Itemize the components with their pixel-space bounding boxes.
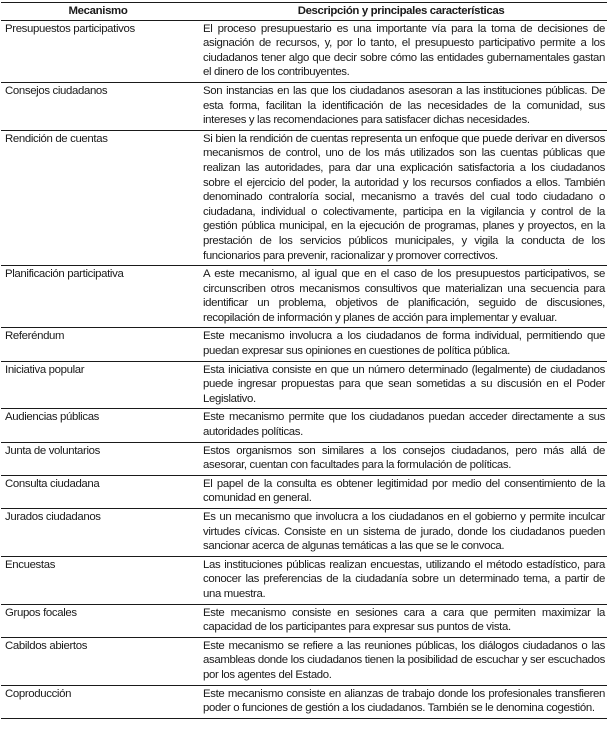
mechanism-cell: Junta de voluntarios bbox=[1, 442, 195, 475]
description-cell: Las instituciones públicas realizan encuestas, utilizando el método estadístico, para conocer las preferencias de la ciudadanía sobre un determinado tema, a partir de una muestra. bbox=[195, 556, 607, 604]
description-cell: Esta iniciativa consiste en que un número determinado (legalmente) de ciudadanos puede ingresar propuestas para que sean sometidas a su discusión en el Poder Legislativo. bbox=[195, 361, 607, 409]
mechanism-cell: Iniciativa popular bbox=[1, 361, 195, 409]
table-row bbox=[1, 409, 607, 442]
description-cell: Son instancias en las que los ciudadanos asesoran a las instituciones públicas. De esta forma, facilitan la identificación de las necesidades de la comunidad, sus intereses y las recomendaciones para satisfacer dichas necesidades. bbox=[195, 82, 607, 130]
table-row bbox=[1, 361, 607, 409]
table-row bbox=[1, 637, 607, 685]
mechanism-cell: Jurados ciudadanos bbox=[1, 509, 195, 557]
mechanism-cell: Rendición de cuentas bbox=[1, 130, 195, 265]
mechanism-cell: Encuestas bbox=[1, 556, 195, 604]
header-description: Descripción y principales características bbox=[195, 3, 607, 21]
table-row bbox=[1, 328, 607, 361]
description-cell: Este mecanismo consiste en sesiones cara a cara que permiten maximizar la capacidad de los participantes para expresar sus puntos de vista. bbox=[195, 604, 607, 637]
description-cell: Este mecanismo consiste en alianzas de trabajo donde los profesionales transfieren poder o funciones de gestión a los ciudadanos. También se le denomina cogestión. bbox=[195, 685, 607, 718]
table-row bbox=[1, 475, 607, 508]
description-cell: El proceso presupuestario es una importante vía para la toma de decisiones de asignación de recursos, y, por lo tanto, el presupuesto participativo permite a los ciudadanos tener algo que decir sobre cómo las entidades gubernamentales gastan el dinero de los contribuyentes. bbox=[195, 20, 607, 82]
mechanism-cell: Presupuestos participativos bbox=[1, 20, 195, 82]
mechanisms-table bbox=[1, 2, 607, 719]
description-cell: Es un mecanismo que involucra a los ciudadanos en el gobierno y permite inculcar virtudes cívicas. Consiste en un sistema de jurado, donde los ciudadanos pueden sancionar acerca de algunas temáticas a las que se le convoca. bbox=[195, 509, 607, 557]
mechanism-cell: Audiencias públicas bbox=[1, 409, 195, 442]
table-row bbox=[1, 20, 607, 82]
table-header bbox=[1, 3, 607, 21]
description-cell: El papel de la consulta es obtener legitimidad por medio del consentimiento de la comunidad en general. bbox=[195, 475, 607, 508]
description-cell: Este mecanismo involucra a los ciudadanos de forma individual, permitiendo que puedan expresar sus opiniones en cuestiones de política pública. bbox=[195, 328, 607, 361]
mechanism-cell: Coproducción bbox=[1, 685, 195, 718]
table-row bbox=[1, 685, 607, 718]
description-cell: A este mecanismo, al igual que en el caso de los presupuestos participativos, se circunscriben otros mecanismos consultivos que materializan una secuencia para identificar un problema, objetivos de planificación, seguido de discusiones, recopilación de información y planes de acción para implementar y evaluar. bbox=[195, 266, 607, 328]
table-row bbox=[1, 130, 607, 265]
description-cell: Este mecanismo se refiere a las reuniones públicas, los diálogos ciudadanos o las asambleas donde los ciudadanos tienen la posibilidad de escuchar y ser escuchados por los agentes del Estado. bbox=[195, 637, 607, 685]
mechanism-cell: Grupos focales bbox=[1, 604, 195, 637]
mechanism-cell: Consejos ciudadanos bbox=[1, 82, 195, 130]
table-row bbox=[1, 604, 607, 637]
description-cell: Si bien la rendición de cuentas representa un enfoque que puede derivar en diversos mecanismos de control, uno de los más utilizados son las cuentas públicas que realizan las autoridades, para dar una explicación satisfactoria a los ciudadanos sobre el ejercicio del poder, la autoridad y los recursos confiados a ellos. También denominado contraloría social, mecanismo a través del cual todo ciudadano o ciudadana, individual o colectivamente, participa en la vigilancia y control de la gestión pública municipal, en la ejecución de programas, planes y proyectos, en la prestación de los servicios públicos municipales, y vigila la conducta de los funcionarios para prevenir, racionalizar y promover correctivos. bbox=[195, 130, 607, 265]
header-mechanism: Mecanismo bbox=[1, 3, 195, 21]
mechanism-cell: Planificación participativa bbox=[1, 266, 195, 328]
table-row bbox=[1, 556, 607, 604]
description-cell: Estos organismos son similares a los consejos ciudadanos, pero más allá de asesorar, cuentan con facultades para la formulación de políticas. bbox=[195, 442, 607, 475]
mechanism-cell: Referéndum bbox=[1, 328, 195, 361]
header-row bbox=[1, 3, 607, 21]
mechanism-cell: Cabildos abiertos bbox=[1, 637, 195, 685]
description-cell: Este mecanismo permite que los ciudadanos puedan acceder directamente a sus autoridades políticas. bbox=[195, 409, 607, 442]
table-row bbox=[1, 266, 607, 328]
table-row bbox=[1, 509, 607, 557]
table-row bbox=[1, 442, 607, 475]
table-row bbox=[1, 82, 607, 130]
mechanism-cell: Consulta ciudadana bbox=[1, 475, 195, 508]
table-body bbox=[1, 20, 607, 718]
